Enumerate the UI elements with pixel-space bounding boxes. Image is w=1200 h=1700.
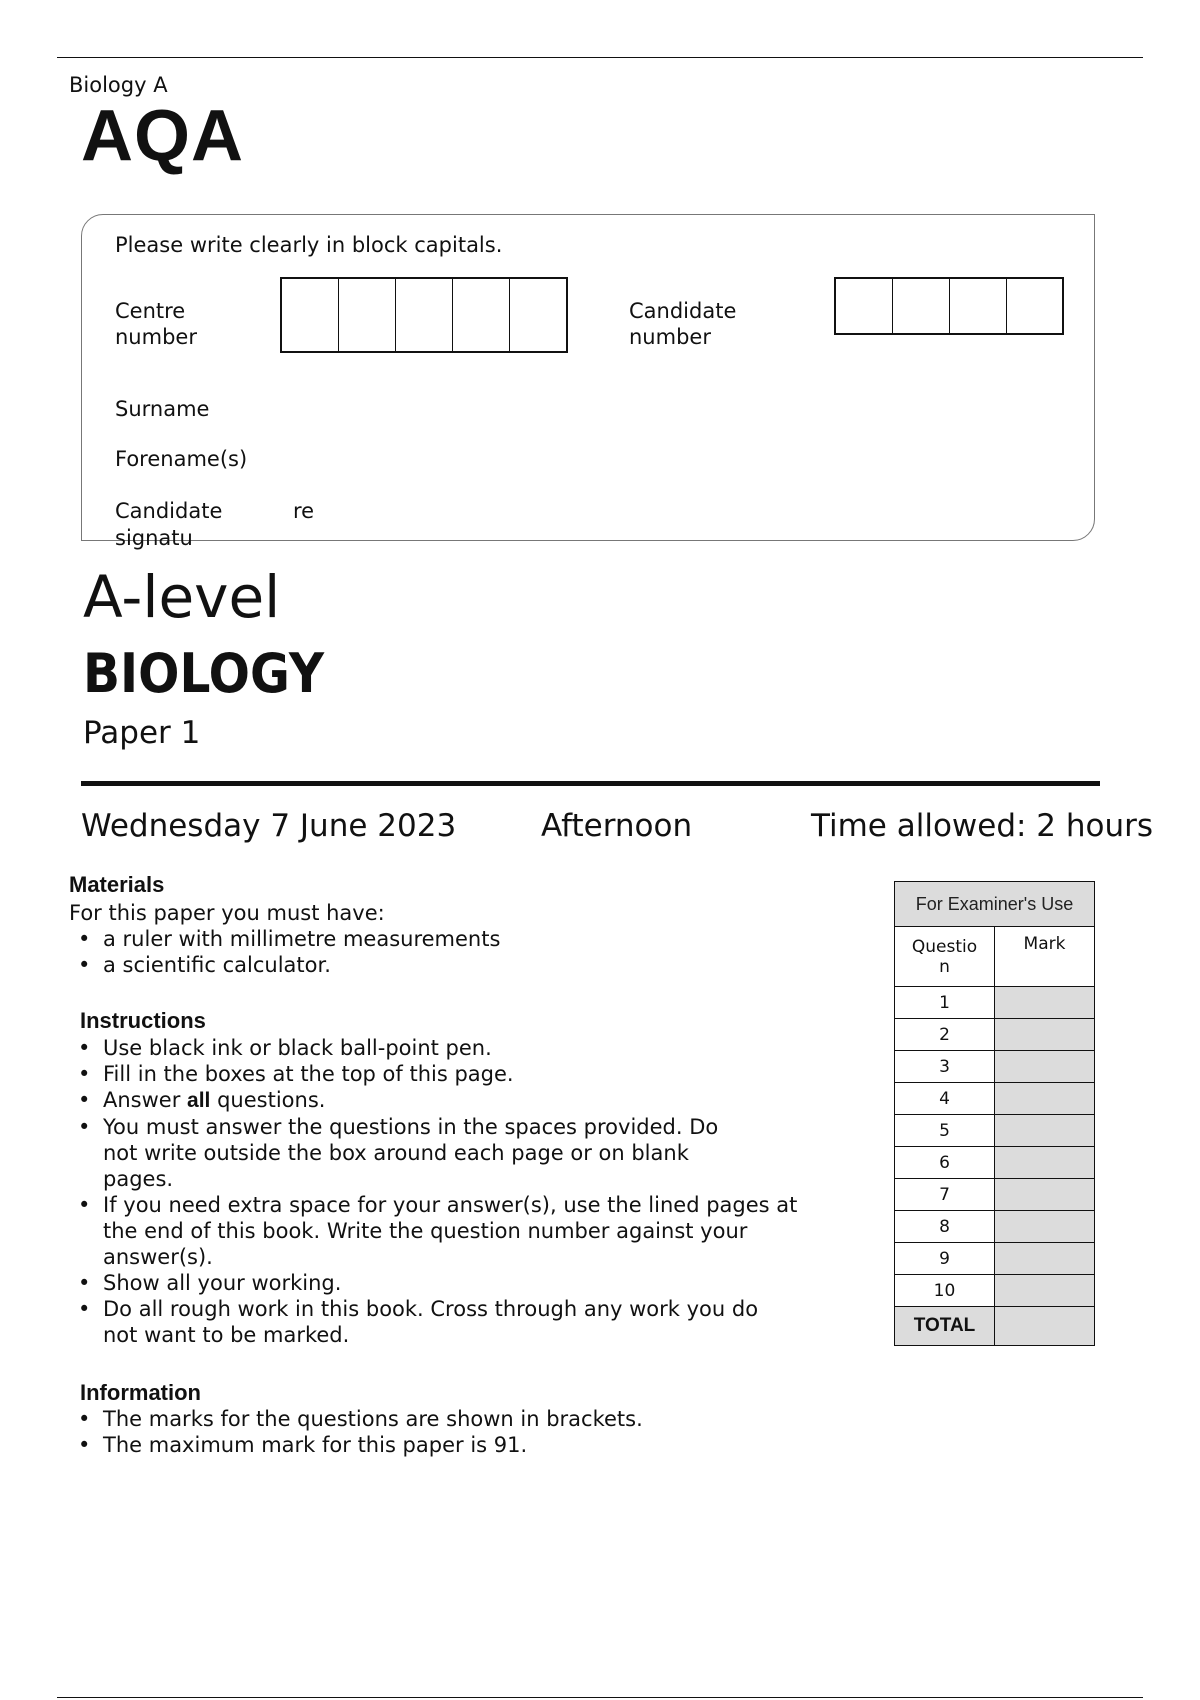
centre-number-boxes <box>280 277 568 353</box>
table-row <box>895 1019 1095 1051</box>
table-row <box>895 1115 1095 1147</box>
signature-label-continued: signatu <box>115 526 193 550</box>
materials-heading: Materials <box>69 872 165 897</box>
signature-label-fragment: re <box>293 499 315 523</box>
centre-number-digit[interactable] <box>396 279 453 351</box>
mark-cell[interactable] <box>995 1211 1095 1243</box>
mark-cell[interactable] <box>995 1243 1095 1275</box>
list-item: • If you need extra space for your answer(s), use the lined pages at the end of this book. Write the question number against your answer(s). <box>69 1192 869 1270</box>
question-column-header: Questio n <box>895 927 995 987</box>
candidate-details-box <box>81 214 1095 541</box>
header-subject: Biology A <box>69 73 168 97</box>
centre-number-label: Centre number <box>115 299 197 349</box>
mark-cell[interactable] <box>995 1115 1095 1147</box>
bottom-rule <box>57 1697 1143 1698</box>
candidate-number-digit[interactable] <box>1007 279 1062 333</box>
question-number: 9 <box>895 1243 995 1275</box>
question-number: 1 <box>895 987 995 1019</box>
subject-title: BIOLOGY <box>83 642 325 705</box>
materials-list <box>69 926 849 978</box>
paper-number: Paper 1 <box>83 715 201 751</box>
examiner-use-table <box>894 881 1095 1346</box>
candidate-number-digit[interactable] <box>893 279 950 333</box>
list-item: • Answer all questions. <box>69 1087 869 1114</box>
centre-number-digit[interactable] <box>510 279 566 351</box>
mark-cell[interactable] <box>995 1051 1095 1083</box>
question-number: 7 <box>895 1179 995 1211</box>
mark-cell[interactable] <box>995 1083 1095 1115</box>
mark-cell[interactable] <box>995 1147 1095 1179</box>
list-item: • The maximum mark for this paper is 91. <box>69 1432 869 1458</box>
centre-number-digit[interactable] <box>339 279 396 351</box>
candidate-number-label: Candidate number <box>629 299 737 349</box>
question-number: 8 <box>895 1211 995 1243</box>
question-number: 10 <box>895 1275 995 1307</box>
list-item: • Fill in the boxes at the top of this page. <box>69 1061 869 1087</box>
table-row <box>895 1211 1095 1243</box>
table-row <box>895 1051 1095 1083</box>
mark-cell[interactable] <box>995 1275 1095 1307</box>
mark-column-header: Mark <box>995 927 1095 987</box>
table-row <box>895 1275 1095 1307</box>
list-item: • Do all rough work in this book. Cross through any work you do not want to be marked. <box>69 1296 869 1348</box>
list-item: • a ruler with millimetre measurements <box>69 926 849 952</box>
mark-cell[interactable] <box>995 1019 1095 1051</box>
question-number: 3 <box>895 1051 995 1083</box>
list-item: • The marks for the questions are shown in brackets. <box>69 1406 869 1432</box>
mark-cell[interactable] <box>995 987 1095 1019</box>
list-item: • Show all your working. <box>69 1270 869 1296</box>
time-allowed: Time allowed: 2 hours <box>811 808 1154 844</box>
instructions-heading: Instructions <box>80 1008 206 1033</box>
candidate-number-boxes <box>834 277 1064 335</box>
list-item: • a scientific calculator. <box>69 952 849 978</box>
signature-label: Candidate <box>115 499 223 523</box>
centre-number-digit[interactable] <box>453 279 510 351</box>
forenames-label: Forename(s) <box>115 447 248 471</box>
materials-intro: For this paper you must have: <box>69 901 385 925</box>
question-number: 4 <box>895 1083 995 1115</box>
title-divider <box>81 781 1100 786</box>
instructions-list <box>69 1035 869 1348</box>
top-rule <box>57 57 1143 58</box>
aqa-logo: AQA <box>81 96 244 176</box>
information-heading: Information <box>80 1380 201 1405</box>
table-row <box>895 1083 1095 1115</box>
surname-label: Surname <box>115 397 210 421</box>
total-label: TOTAL <box>895 1307 995 1346</box>
table-row <box>895 1243 1095 1275</box>
candidate-number-digit[interactable] <box>836 279 893 333</box>
exam-session: Afternoon <box>541 808 693 844</box>
table-row <box>895 1147 1095 1179</box>
table-row <box>895 987 1095 1019</box>
list-item: • Use black ink or black ball-point pen. <box>69 1035 869 1061</box>
question-number: 2 <box>895 1019 995 1051</box>
mark-cell[interactable] <box>995 1179 1095 1211</box>
question-number: 5 <box>895 1115 995 1147</box>
table-row <box>895 1307 1095 1346</box>
information-list <box>69 1406 869 1458</box>
total-mark-cell[interactable] <box>995 1307 1095 1346</box>
table-row <box>895 1179 1095 1211</box>
exam-date: Wednesday 7 June 2023 <box>81 808 457 844</box>
qualification-level: A-level <box>83 563 281 631</box>
centre-number-digit[interactable] <box>282 279 339 351</box>
examiner-table-title: For Examiner's Use <box>895 882 1095 927</box>
question-number: 6 <box>895 1147 995 1179</box>
block-capitals-instruction: Please write clearly in block capitals. <box>115 233 503 257</box>
list-item: • You must answer the questions in the spaces provided. Do not write outside the box around each page or on blank pages. <box>69 1114 869 1192</box>
candidate-number-digit[interactable] <box>950 279 1007 333</box>
